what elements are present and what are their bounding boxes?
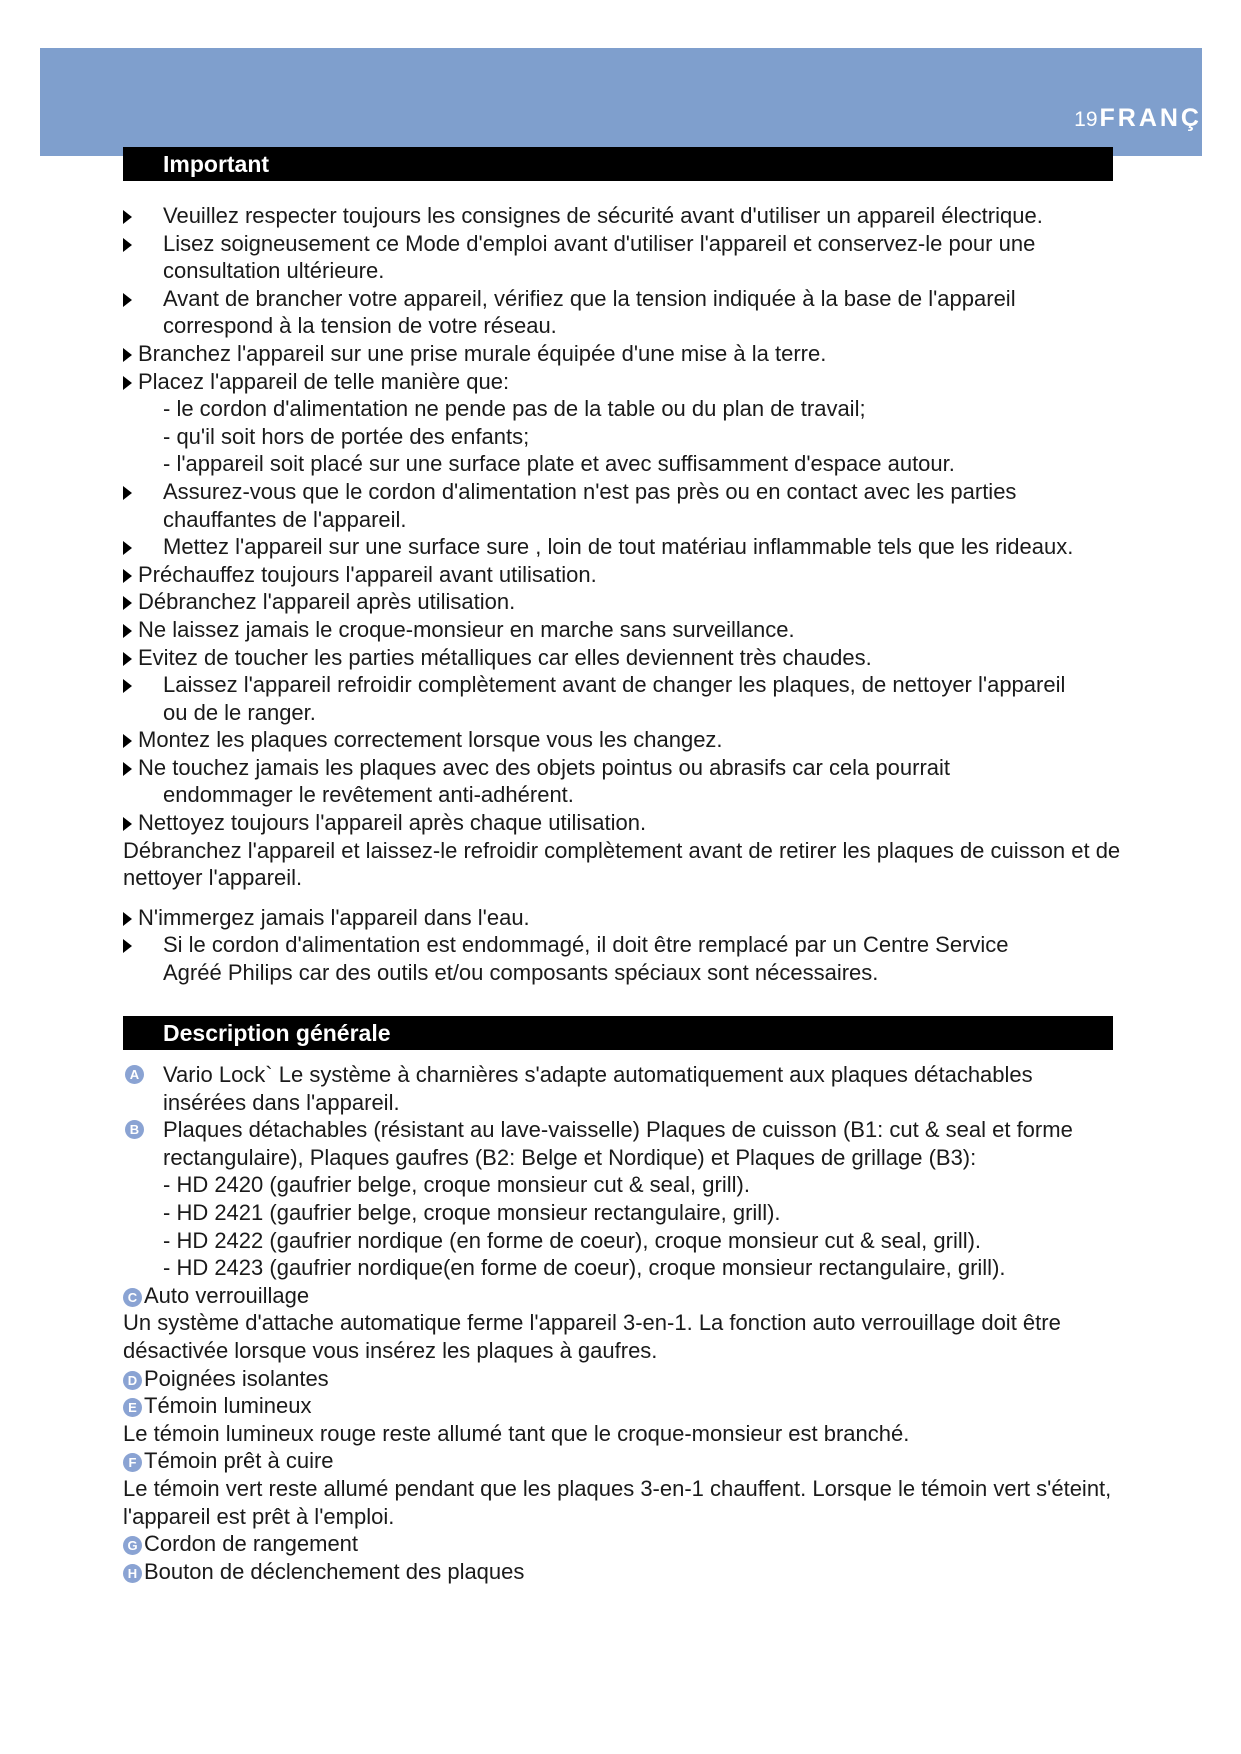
bullet-arrow-icon: [123, 939, 132, 953]
model-item: - HD 2423 (gaufrier nordique(en forme de coeur), croque monsieur rectangulaire, grill).: [163, 1255, 1006, 1281]
bullet-arrow-icon: [123, 486, 132, 500]
description-list: [123, 1061, 1121, 1585]
description-item-d: D Poignées isolantes: [123, 1365, 1121, 1393]
header-band: [40, 48, 1202, 156]
sub-item: - le cordon d'alimentation ne pende pas de la table ou du plan de travail;: [163, 396, 866, 422]
model-item: - HD 2421 (gaufrier belge, croque monsieur rectangulaire, grill).: [163, 1199, 781, 1225]
list-item-continuation: Agréé Philips car des outils et/ou composants spéciaux sont nécessaires.: [163, 960, 879, 986]
list-item: Si le cordon d'alimentation est endommagé, il doit être remplacé par un Centre Service: [123, 931, 1121, 959]
model-item: - HD 2422 (gaufrier nordique (en forme de coeur), croque monsieur cut & seal, grill).: [163, 1227, 982, 1253]
letter-a-icon: A: [125, 1065, 144, 1084]
bullet-arrow-icon: [123, 596, 132, 610]
description-item-h: H Bouton de déclenchement des plaques: [123, 1558, 1121, 1586]
bullet-arrow-icon: [123, 679, 132, 693]
list-item: N'immergez jamais l'appareil dans l'eau.: [123, 904, 1121, 932]
list-item: Nettoyez toujours l'appareil après chaque utilisation.: [123, 809, 1121, 837]
letter-f-icon: F: [123, 1453, 142, 1472]
language-label: FRANÇ: [1099, 104, 1202, 132]
description-item-e: E Témoin lumineux: [123, 1392, 1121, 1420]
model-item: - HD 2420 (gaufrier belge, croque monsieur cut & seal, grill).: [163, 1172, 750, 1198]
cleaning-note: Débranchez l'appareil et laissez-le refroidir complètement avant de retirer les plaques de cuisson et de nettoyer l'appareil.: [123, 837, 1121, 891]
description-item-f: F Témoin prêt à cuire: [123, 1447, 1121, 1475]
list-item: Ne laissez jamais le croque-monsieur en marche sans surveillance.: [123, 616, 1121, 644]
important-heading: Important: [123, 147, 1113, 181]
bullet-arrow-icon: [123, 734, 132, 748]
list-item: Débranchez l'appareil après utilisation.: [123, 588, 1121, 616]
bullet-arrow-icon: [123, 238, 132, 252]
letter-h-icon: H: [123, 1564, 142, 1583]
sub-item: - l'appareil soit placé sur une surface plate et avec suffisamment d'espace autour.: [163, 451, 955, 477]
description-heading: Description générale: [123, 1016, 1113, 1050]
description-note: Le témoin vert reste allumé pendant que les plaques 3-en-1 chauffent. Lorsque le témoin vert s'éteint, l'appareil est prêt à l'emploi.: [123, 1475, 1112, 1529]
list-item: Lisez soigneusement ce Mode d'emploi avant d'utiliser l'appareil et conservez-le pour une: [123, 230, 1121, 258]
list-item-continuation: ou de le ranger.: [163, 699, 316, 725]
bullet-arrow-icon: [123, 293, 132, 307]
description-note: Le témoin lumineux rouge reste allumé tant que le croque-monsieur est branché.: [123, 1420, 910, 1446]
list-item: Préchauffez toujours l'appareil avant utilisation.: [123, 561, 1121, 589]
description-item-g: G Cordon de rangement: [123, 1530, 1121, 1558]
bullet-arrow-icon: [123, 817, 132, 831]
list-item: Ne touchez jamais les plaques avec des objets pointus ou abrasifs car cela pourrait: [123, 754, 1121, 782]
list-item: Branchez l'appareil sur une prise murale équipée d'une mise à la terre.: [123, 340, 1121, 368]
list-item-continuation: correspond à la tension de votre réseau.: [163, 313, 557, 339]
bullet-arrow-icon: [123, 569, 132, 583]
list-item: Assurez-vous que le cordon d'alimentation n'est pas près ou en contact avec les parties: [123, 478, 1121, 506]
bullet-arrow-icon: [123, 210, 132, 224]
description-note: Un système d'attache automatique ferme l'appareil 3-en-1. La fonction auto verrouillage doit être désactivée lorsque vous insérez les plaques à gaufres.: [123, 1310, 1061, 1363]
description-continuation: insérées dans l'appareil.: [163, 1089, 400, 1115]
list-item-continuation: consultation ultérieure.: [163, 258, 385, 284]
letter-g-icon: G: [123, 1536, 142, 1555]
list-item-continuation: endommager le revêtement anti-adhérent.: [163, 782, 574, 808]
bullet-arrow-icon: [123, 912, 132, 926]
list-item-continuation: chauffantes de l'appareil.: [163, 506, 407, 532]
letter-e-icon: E: [123, 1398, 142, 1417]
bullet-arrow-icon: [123, 624, 132, 638]
bullet-arrow-icon: [123, 652, 132, 666]
letter-d-icon: D: [123, 1371, 142, 1390]
page-number: 19: [1074, 108, 1098, 131]
list-item: Laissez l'appareil refroidir complètement avant de changer les plaques, de nettoyer l'appareil: [123, 671, 1121, 699]
sub-item: - qu'il soit hors de portée des enfants;: [163, 423, 530, 449]
list-item: Montez les plaques correctement lorsque vous les changez.: [123, 726, 1121, 754]
bullet-arrow-icon: [123, 541, 132, 555]
bullet-arrow-icon: [123, 348, 132, 362]
list-item: Mettez l'appareil sur une surface sure , loin de tout matériau inflammable tels que les rideaux.: [123, 533, 1121, 561]
list-item: Avant de brancher votre appareil, vérifiez que la tension indiquée à la base de l'appareil: [123, 285, 1121, 313]
letter-b-icon: B: [125, 1120, 144, 1139]
page-meta: [1074, 104, 1202, 133]
bullet-arrow-icon: [123, 762, 132, 776]
letter-c-icon: C: [123, 1288, 142, 1307]
list-item: Placez l'appareil de telle manière que:: [123, 368, 1121, 396]
description-item-a: A Vario Lock` Le système à charnières s'adapte automatiquement aux plaques détachables: [123, 1061, 1121, 1089]
bullet-arrow-icon: [123, 376, 132, 390]
description-item-c: C Auto verrouillage: [123, 1282, 1121, 1310]
description-continuation: rectangulaire), Plaques gaufres (B2: Belge et Nordique) et Plaques de grillage (B3):: [163, 1144, 977, 1170]
important-list: [123, 202, 1121, 987]
list-item: Veuillez respecter toujours les consignes de sécurité avant d'utiliser un appareil électrique.: [123, 202, 1121, 230]
list-item: Evitez de toucher les parties métalliques car elles deviennent très chaudes.: [123, 644, 1121, 672]
description-item-b: B Plaques détachables (résistant au lave-vaisselle) Plaques de cuisson (B1: cut & seal et forme: [123, 1116, 1121, 1144]
